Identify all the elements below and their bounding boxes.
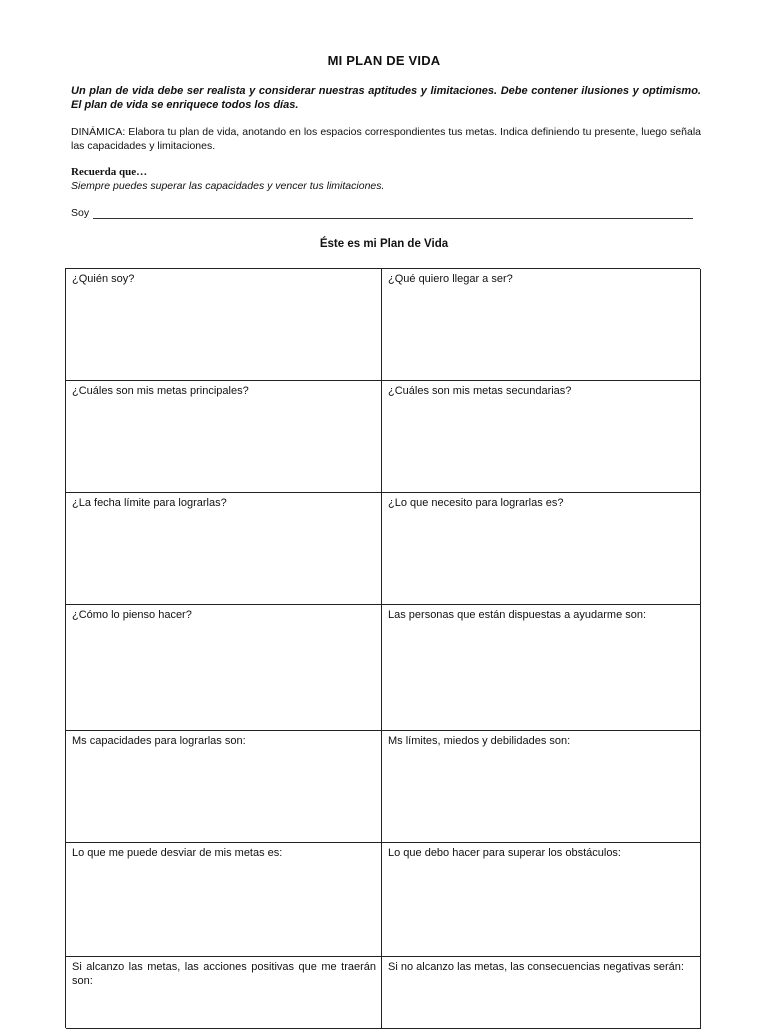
cell-capacidades: Ms capacidades para lograrlas son: [66,731,382,843]
cell-fecha-limite: ¿La fecha límite para lograrlas? [66,493,382,605]
cell-consecuencias-negativas: Si no alcanzo las metas, las consecuencias negativas serán: [382,957,701,1029]
cell-lo-que-necesito: ¿Lo que necesito para lograrlas es? [382,493,701,605]
cell-metas-principales: ¿Cuáles son mis metas principales? [66,381,382,493]
cell-desviar: Lo que me puede desviar de mis metas es: [66,843,382,957]
dinamica-paragraph: DINÁMICA: Elabora tu plan de vida, anotando en los espacios correspondientes tus metas. Indica definiendo tu presente, luego señala las capacidades y limitaciones. [71,126,701,152]
cell-acciones-positivas: Si alcanzo las metas, las acciones positivas que me traerán son: [66,957,382,1029]
cell-quien-soy: ¿Quién soy? [66,269,382,381]
recuerda-heading: Recuerda que… [71,166,148,178]
cell-como-hacer: ¿Cómo lo pienso hacer? [66,605,382,731]
plan-table [65,268,700,1028]
cell-personas-ayuda: Las personas que están dispuestas a ayudarme son: [382,605,701,731]
soy-label: Soy [71,207,90,219]
recuerda-text: Siempre puedes superar las capacidades y vencer tus limitaciones. [71,180,385,192]
soy-blank [93,207,693,219]
cell-superar-obstaculos: Lo que debo hacer para superar los obstáculos: [382,843,701,957]
document-title: MI PLAN DE VIDA [327,53,441,68]
plan-heading: Éste es mi Plan de Vida [319,238,449,250]
intro-paragraph: Un plan de vida debe ser realista y considerar nuestras aptitudes y limitaciones. Debe contener ilusiones y optimismo. El plan de vida se enriquece todos los días. [71,85,701,111]
cell-metas-secundarias: ¿Cuáles son mis metas secundarias? [382,381,701,493]
soy-line [71,207,701,219]
cell-limites: Ms límites, miedos y debilidades son: [382,731,701,843]
cell-que-quiero-ser: ¿Qué quiero llegar a ser? [382,269,701,381]
